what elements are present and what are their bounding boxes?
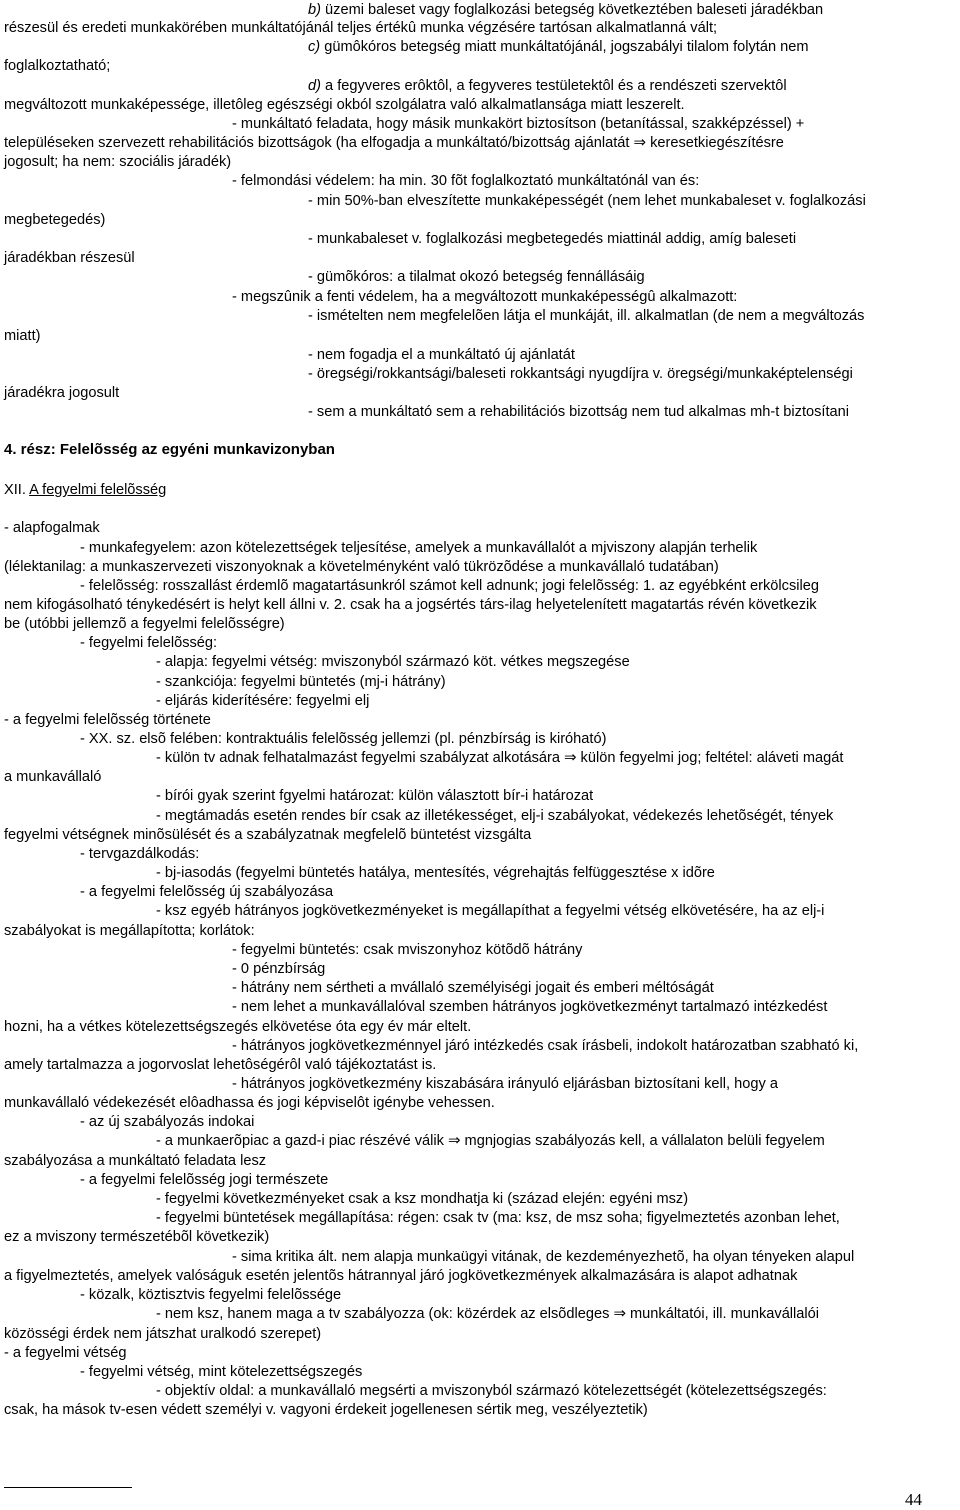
list-marker: b) xyxy=(308,2,321,18)
line-text: hozni, ha a vétkes kötelezettségszegés elkövetése óta egy év már eltelt. xyxy=(4,1019,472,1035)
list-marker: d) xyxy=(308,78,321,94)
line-text-continued: mgnjogias szabályozás kell, a vállalaton belüli fegyelem xyxy=(464,1133,825,1149)
text-line xyxy=(156,806,833,826)
text-line xyxy=(232,1074,778,1094)
line-text: - szankciója: fegyelmi büntetés (mj-i hátrány) xyxy=(156,674,446,690)
text-line xyxy=(4,595,817,615)
footnote-rule xyxy=(4,1487,132,1488)
text-line xyxy=(308,229,796,249)
line-text: megbetegedés) xyxy=(4,212,106,228)
line-text: - munkabaleset v. foglalkozási megbetegedés miattinál addig, amíg baleseti xyxy=(308,231,797,247)
line-text: - a fegyelmi felelõsség története xyxy=(4,712,211,728)
line-text: - fegyelmi következményeket csak a ksz mondhatja ki (század elején: egyéni msz) xyxy=(156,1191,689,1207)
text-line xyxy=(232,978,714,998)
text-line xyxy=(4,1266,797,1286)
text-line xyxy=(232,287,737,307)
line-text: - a fegyelmi felelõsség új szabályozása xyxy=(80,884,334,900)
text-line xyxy=(4,1055,436,1075)
line-text: - külön tv adnak felhatalmazást fegyelmi szabályzat alkotására xyxy=(156,750,560,766)
line-text-continued: keresetkiegészítésre xyxy=(650,135,784,151)
line-text: - nem ksz, hanem maga a tv szabályozza (ok: közérdek az elsõdleges xyxy=(156,1306,610,1322)
text-line xyxy=(4,210,105,230)
text-line xyxy=(4,1343,126,1363)
text-line xyxy=(232,997,827,1017)
line-text: a fegyveres erôktôl, a fegyveres testületektôl és a rendészeti szervektôl xyxy=(320,78,787,94)
line-text: a figyelmeztetés, amelyek valóságuk esetén jelentõs hátrannyal járó jogkövetkezmények alkalmazására is alapot adhatnak xyxy=(4,1268,798,1284)
text-line xyxy=(4,1400,648,1420)
line-text: XII. xyxy=(4,482,30,498)
text-line xyxy=(4,480,166,500)
line-text: - felmondási védelem: ha min. 30 fõt foglalkoztató munkáltatónál van és: xyxy=(232,173,700,189)
text-line xyxy=(80,729,606,749)
text-line xyxy=(308,364,853,384)
text-line xyxy=(156,652,630,672)
line-text: - hátrányos jogkövetkezmény kiszabására irányuló eljárásban biztosítani kell, hogy a xyxy=(232,1076,778,1092)
text-line xyxy=(4,1324,321,1344)
text-line xyxy=(80,844,199,864)
text-line xyxy=(4,825,531,845)
text-line xyxy=(156,691,369,711)
implies-arrow-icon: ⇒ xyxy=(563,749,577,766)
line-text: amely tartalmazza a jogorvoslat lehetôségérôl való tájékoztatást is. xyxy=(4,1057,437,1073)
text-line xyxy=(232,114,804,134)
line-text: járadékra jogosult xyxy=(4,385,120,401)
text-line xyxy=(156,863,715,883)
line-text: - fegyelmi büntetés: csak mviszonyhoz kötõdõ hátrány xyxy=(232,942,583,958)
line-text: - min 50%-ban elveszítette munkaképességét (nem lehet munkabaleset v. foglalkozási xyxy=(308,193,866,209)
text-line xyxy=(232,171,699,191)
text-line xyxy=(156,672,446,692)
line-text: - tervgazdálkodás: xyxy=(80,846,200,862)
line-text: részesül és eredeti munkakörében munkáltatójánál teljes értékû munka végzésére tartósan alkalmatlanná vált; xyxy=(4,20,718,36)
line-text: szabályozása a munkáltató feladata lesz xyxy=(4,1153,267,1169)
line-text: - öregségi/rokkantsági/baleseti rokkantsági nyugdíjra v. öregségi/munkaképtelenségi xyxy=(308,366,853,382)
text-line xyxy=(4,767,101,787)
text-line xyxy=(4,383,119,403)
line-text: - hátrányos jogkövetkezménnyel járó intézkedés csak írásbeli, indokolt határozatban szabható ki, xyxy=(232,1038,859,1054)
line-text: közösségi érdek nem játszhat uralkodó szerepet) xyxy=(4,1326,322,1342)
text-line xyxy=(232,959,325,979)
line-text: - sem a munkáltató sem a rehabilitációs bizottság nem tud alkalmas mh-t biztosítani xyxy=(308,404,850,420)
line-text: - a fegyelmi vétség xyxy=(4,1345,127,1361)
line-text: járadékban részesül xyxy=(4,250,135,266)
line-text: fegyelmi vétségnek minõsülését és a szabályzatnak megfelelõ büntetést vizsgálta xyxy=(4,827,532,843)
text-line xyxy=(156,1189,688,1209)
text-line xyxy=(156,748,843,768)
text-line xyxy=(4,614,285,634)
text-line xyxy=(4,440,335,460)
line-text: - a fegyelmi felelõsség jogi természete xyxy=(80,1172,329,1188)
text-line xyxy=(4,152,231,172)
line-text: ez a mviszony természetébõl következik) xyxy=(4,1229,270,1245)
text-line xyxy=(232,1036,858,1056)
text-line xyxy=(232,940,582,960)
text-line xyxy=(80,1170,328,1190)
line-text: - sima kritika ált. nem alapja munkaügyi vitának, de kezdeményezhetõ, ha olyan tényeken alapul xyxy=(232,1249,855,1265)
line-text-continued: munkáltatói, ill. munkavállalói xyxy=(630,1306,820,1322)
implies-arrow-icon: ⇒ xyxy=(447,1132,461,1149)
line-text: - eljárás kiderítésére: fegyelmi elj xyxy=(156,693,370,709)
line-text: - fegyelmi büntetések megállapítása: régen: csak tv (ma: ksz, de msz soha; figyelmeztetés azonban lehet, xyxy=(156,1210,840,1226)
text-line xyxy=(4,557,719,577)
line-text: - bj-iasodás (fegyelmi büntetés hatálya, mentesítés, végrehajtás felfüggesztése x idõre xyxy=(156,865,715,881)
line-text: - nem fogadja el a munkáltató új ajánlatát xyxy=(308,347,575,363)
line-text-continued: külön fegyelmi jog; feltétel: aláveti magát xyxy=(580,750,844,766)
line-text: - gümõkóros: a tilalmat okozó betegség fennállásáig xyxy=(308,269,645,285)
text-line xyxy=(156,786,593,806)
line-text: - nem lehet a munkavállalóval szemben hátrányos jogkövetkezményt tartalmazó intézkedést xyxy=(232,999,828,1015)
text-line xyxy=(308,267,645,287)
text-line xyxy=(156,1304,819,1324)
line-text: - fegyelmi felelõsség: xyxy=(80,635,218,651)
list-marker: c) xyxy=(308,39,321,55)
line-text: megváltozott munkaképessége, illetôleg egészségi okból szolgálatra való alkalmatlansága miatt leszerelt. xyxy=(4,97,685,113)
text-line xyxy=(4,18,717,38)
line-text: szabályokat is megállapította; korlátok: xyxy=(4,923,255,939)
text-line xyxy=(4,1017,471,1037)
text-line xyxy=(308,345,575,365)
line-text: településeken szervezett rehabilitációs bizottságok (ha elfogadja a munkáltató/bizottság ajánlatát xyxy=(4,135,630,151)
line-text: - alapja: fegyelmi vétség: mviszonyból származó köt. vétkes megszegése xyxy=(156,654,630,670)
line-text: - a munkaerõpiac a gazd-i piac részévé válik xyxy=(156,1133,444,1149)
line-text: - XX. sz. elsõ felében: kontraktuális felelõsség jellemzi (pl. pénzbírság is kiróható) xyxy=(80,731,607,747)
implies-arrow-icon: ⇒ xyxy=(633,134,647,151)
text-line xyxy=(156,1131,825,1151)
text-line xyxy=(80,882,333,902)
line-text: munkavállaló védekezését elôadhassa és jogi képviselôt igénybe vehessen. xyxy=(4,1095,495,1111)
implies-arrow-icon: ⇒ xyxy=(613,1305,627,1322)
page-number: 44 xyxy=(905,1490,922,1509)
line-text: - az új szabályozás indokai xyxy=(80,1114,255,1130)
line-text: - 0 pénzbírság xyxy=(232,961,326,977)
text-line xyxy=(308,37,809,57)
text-line xyxy=(308,402,849,422)
text-line xyxy=(4,95,685,115)
text-line xyxy=(4,921,255,941)
text-line xyxy=(80,1285,341,1305)
line-text: - ksz egyéb hátrányos jogkövetkezményeket is megállapíthat a fegyelmi vétség elkövetésére, ha az elj-i xyxy=(156,903,825,919)
text-line xyxy=(308,191,866,211)
text-line xyxy=(156,901,824,921)
text-line xyxy=(4,326,40,346)
text-line xyxy=(80,1362,362,1382)
line-text: - megszûnik a fenti védelem, ha a megváltozott munkaképességû alkalmazott: xyxy=(232,289,738,305)
text-line xyxy=(80,633,217,653)
line-text: (lélektanilag: a munkaszervezeti viszonyoknak a követelményként való tükrözõdése a munkavállaló tudatában) xyxy=(4,559,719,575)
text-line xyxy=(4,248,135,268)
text-line xyxy=(308,76,787,96)
text-line xyxy=(80,576,819,596)
text-line xyxy=(4,518,100,538)
line-text: - ismételten nem megfelelõen látja el munkáját, ill. alkalmatlan (de nem a megváltozás xyxy=(308,308,865,324)
line-text: üzemi baleset vagy foglalkozási betegség következtében baleseti járadékban xyxy=(320,2,824,18)
line-text: a munkavállaló xyxy=(4,769,102,785)
line-text: - alapfogalmak xyxy=(4,520,100,536)
line-text: - objektív oldal: a munkavállaló megsérti a mviszonyból származó kötelezettségét (kötelezettségszegés: xyxy=(156,1383,827,1399)
line-text: - bírói gyak szerint fgyelmi határozat: külön választott bír-i határozat xyxy=(156,788,594,804)
text-line xyxy=(4,56,110,76)
line-text: - megtámadás esetén rendes bír csak az illetékességet, elj-i szabályokat, védekezés lehetõségét, tények xyxy=(156,808,834,824)
line-text: - felelõsség: rosszallást érdemlõ magatartásunkról számot kell adnunk; jogi felelõsség: 1. az egyébként erkölcsileg xyxy=(80,578,819,594)
line-text: miatt) xyxy=(4,328,41,344)
section-title: A fegyelmi felelõsség xyxy=(29,482,167,498)
text-line xyxy=(308,0,823,20)
line-text: - közalk, köztisztvis fegyelmi felelõssége xyxy=(80,1287,342,1303)
text-line xyxy=(156,1208,840,1228)
line-text: be (utóbbi jellemzõ a fegyelmi felelõsségre) xyxy=(4,616,285,632)
text-line xyxy=(4,1227,269,1247)
line-text: - munkáltató feladata, hogy másik munkakört biztosítson (betanítással, szakképzéssel) + xyxy=(232,116,805,132)
line-text: gümôkóros betegség miatt munkáltatójánál, jogszabályi tilalom folytán nem xyxy=(320,39,809,55)
line-text: nem kifogásolható ténykedésért is helyt kell állni v. 2. csak ha a jogsértés társ-ilag helyetelenített magatartás révén következik xyxy=(4,597,817,613)
line-text: 4. rész: Felelõsség az egyéni munkavizonyban xyxy=(4,441,335,458)
text-line xyxy=(80,1112,254,1132)
text-line xyxy=(4,710,211,730)
line-text: - hátrány nem sértheti a mvállaló személyiségi jogait és emberi méltóságát xyxy=(232,980,714,996)
text-line xyxy=(308,306,864,326)
text-line xyxy=(4,1093,495,1113)
line-text: csak, ha mások tv-esen védett személyi v. vagyoni érdekeit jogellenesen sértik meg, veszélyeztetik) xyxy=(4,1402,648,1418)
text-line xyxy=(156,1381,827,1401)
text-line xyxy=(4,1151,266,1171)
text-line xyxy=(232,1247,854,1267)
line-text: jogosult; ha nem: szociális járadék) xyxy=(4,154,232,170)
line-text: - munkafegyelem: azon kötelezettségek teljesítése, amelyek a munkavállalót a mjviszony alapján terhelik xyxy=(80,540,758,556)
line-text: - fegyelmi vétség, mint kötelezettségszegés xyxy=(80,1364,363,1380)
line-text: foglalkoztatható; xyxy=(4,58,111,74)
text-line xyxy=(80,538,757,558)
text-line xyxy=(4,133,784,153)
